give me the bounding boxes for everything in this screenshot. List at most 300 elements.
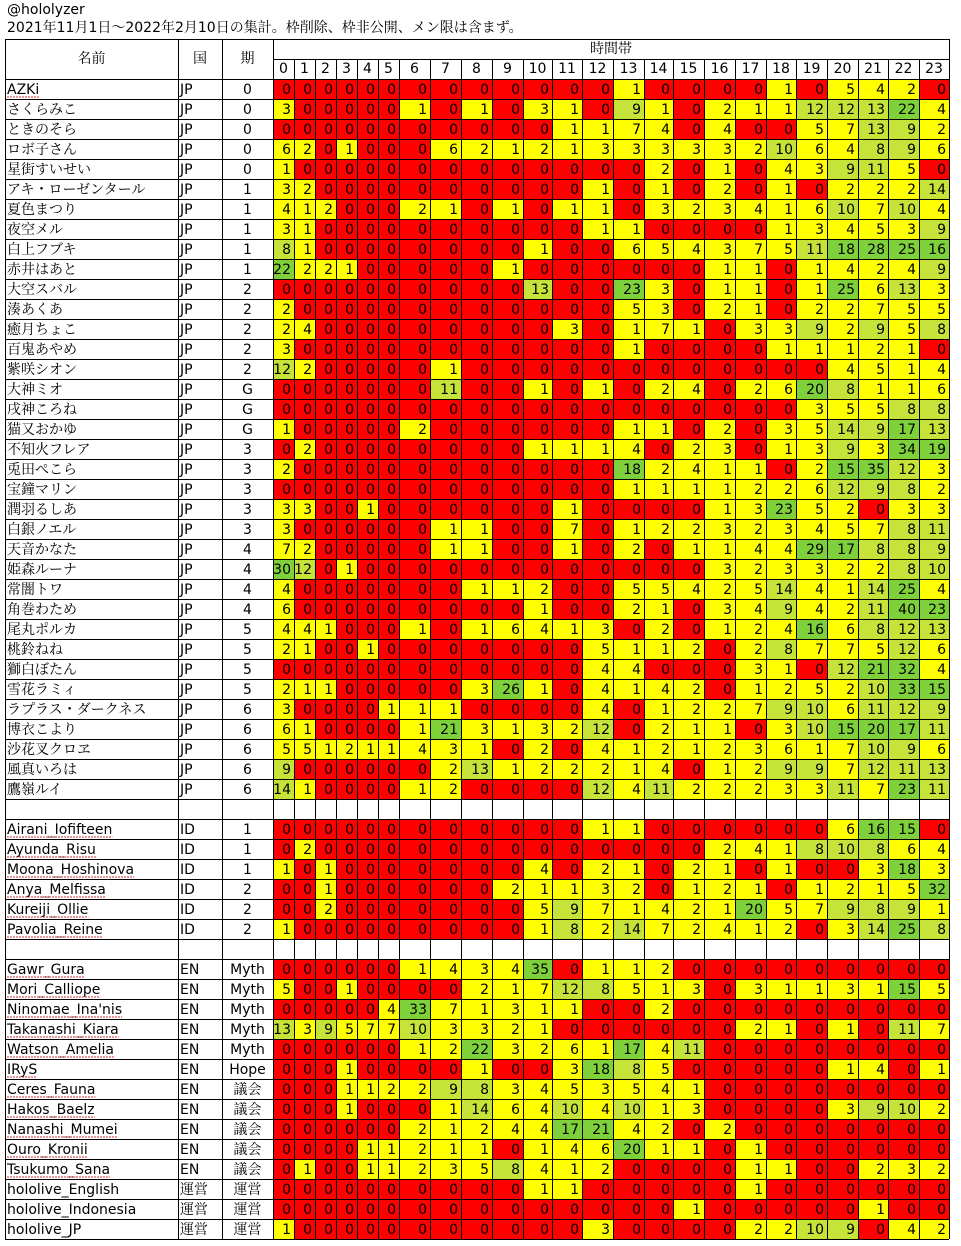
cell-value: 3	[661, 142, 670, 158]
cell-value: 0	[282, 122, 291, 138]
cell-value: 30	[273, 562, 291, 578]
cell-value: 0	[303, 982, 312, 998]
cell-value: 0	[449, 562, 458, 578]
member-country: JP	[180, 782, 193, 798]
member-generation: 運営	[233, 1202, 262, 1218]
cell-value: 21	[440, 722, 458, 738]
cell-value: 0	[907, 962, 916, 978]
table-row	[7, 1179, 949, 1199]
cell-value: 1	[449, 202, 458, 218]
cell-value: 0	[815, 1042, 824, 1058]
cell-value: 1	[815, 282, 824, 298]
cell-value: 2	[418, 422, 427, 438]
cell-value: 1	[366, 1082, 375, 1098]
cell-value: 6	[876, 282, 885, 298]
cell-value: 6	[846, 822, 855, 838]
cell-value: 2	[661, 722, 670, 738]
cell-value: 0	[345, 82, 354, 98]
table-row	[7, 839, 949, 859]
cell-value: 14	[623, 922, 641, 938]
cell-value: 2	[601, 922, 610, 938]
cell-value: 0	[754, 162, 763, 178]
cell-value: 0	[661, 342, 670, 358]
cell-value: 0	[480, 502, 489, 518]
table-row	[7, 319, 949, 339]
cell-value: 0	[366, 142, 375, 158]
cell-value: 0	[387, 642, 396, 658]
member-name: hololive_JP	[7, 1222, 82, 1238]
cell-value: 0	[303, 382, 312, 398]
cell-value: 1	[282, 862, 291, 878]
column-header-hours: 時間帯	[590, 41, 632, 57]
cell-value: 1	[449, 1142, 458, 1158]
cell-value: 0	[601, 162, 610, 178]
cell-value: 4	[784, 162, 793, 178]
cell-value: 0	[345, 342, 354, 358]
cell-value: 2	[723, 302, 732, 318]
cell-value: 1	[570, 1002, 579, 1018]
cell-value: 1	[907, 342, 916, 358]
cell-value: 0	[387, 982, 396, 998]
cell-value: 17	[898, 722, 916, 738]
cell-value: 0	[661, 662, 670, 678]
cell-value: 12	[592, 782, 610, 798]
cell-value: 4	[632, 1122, 641, 1138]
cell-value: 0	[570, 862, 579, 878]
cell-value: 4	[876, 82, 885, 98]
cell-value: 1	[723, 162, 732, 178]
cell-value: 1	[540, 242, 549, 258]
cell-value: 1	[570, 882, 579, 898]
cell-value: 0	[303, 102, 312, 118]
cell-value: 0	[937, 1142, 946, 1158]
cell-value: 0	[601, 1202, 610, 1218]
cell-value: 3	[601, 882, 610, 898]
cell-value: 0	[324, 462, 333, 478]
cell-value: 0	[511, 282, 520, 298]
cell-value: 12	[592, 722, 610, 738]
cell-value: 0	[366, 602, 375, 618]
hour-tick-label: 18	[772, 61, 790, 77]
cell-value: 4	[692, 382, 701, 398]
cell-value: 0	[324, 962, 333, 978]
cell-value: 0	[449, 642, 458, 658]
cell-value: 0	[692, 1182, 701, 1198]
cell-value: 1	[387, 1142, 396, 1158]
cell-value: 3	[815, 162, 824, 178]
member-name: 猫又おかゆ	[7, 422, 77, 438]
cell-value: 0	[480, 122, 489, 138]
cell-value: 1	[692, 482, 701, 498]
cell-value: 0	[345, 922, 354, 938]
cell-value: 2	[303, 542, 312, 558]
cell-value: 4	[754, 602, 763, 618]
cell-value: 0	[815, 962, 824, 978]
cell-value: 0	[754, 222, 763, 238]
cell-value: 0	[784, 462, 793, 478]
cell-value: 8	[876, 622, 885, 638]
cell-value: 0	[815, 1062, 824, 1078]
cell-value: 0	[387, 562, 396, 578]
cell-value: 6	[815, 482, 824, 498]
cell-value: 0	[480, 662, 489, 678]
cell-value: 2	[846, 502, 855, 518]
cell-value: 0	[303, 1102, 312, 1118]
member-country: JP	[180, 222, 193, 238]
cell-value: 0	[784, 1122, 793, 1138]
cell-value: 1	[601, 1042, 610, 1058]
cell-value: 0	[480, 362, 489, 378]
cell-value: 4	[815, 582, 824, 598]
cell-value: 2	[282, 642, 291, 658]
cell-value: 0	[282, 482, 291, 498]
cell-value: 0	[418, 922, 427, 938]
cell-value: 0	[324, 542, 333, 558]
cell-value: 0	[418, 1202, 427, 1218]
member-country: JP	[180, 522, 193, 538]
table-row	[7, 779, 949, 799]
cell-value: 0	[540, 522, 549, 538]
cell-value: 13	[273, 1022, 291, 1038]
cell-value: 0	[324, 362, 333, 378]
cell-value: 3	[784, 722, 793, 738]
cell-value: 0	[449, 1222, 458, 1238]
table-row	[7, 359, 949, 379]
cell-value: 4	[282, 582, 291, 598]
cell-value: 3	[937, 502, 946, 518]
member-name: 不知火フレア	[7, 442, 91, 458]
cell-value: 0	[324, 242, 333, 258]
cell-value: 10	[806, 722, 824, 738]
table-row	[7, 859, 949, 879]
cell-value: 0	[387, 862, 396, 878]
cell-value: 0	[480, 822, 489, 838]
cell-value: 5	[480, 1162, 489, 1178]
table-row	[7, 699, 949, 719]
cell-value: 5	[632, 582, 641, 598]
cell-value: 0	[692, 1002, 701, 1018]
cell-value: 1	[723, 282, 732, 298]
cell-value: 2	[480, 142, 489, 158]
cell-value: 0	[692, 402, 701, 418]
cell-value: 11	[928, 782, 946, 798]
cell-value: 0	[540, 422, 549, 438]
cell-value: 1	[303, 722, 312, 738]
member-name: 雪花ラミィ	[7, 682, 77, 698]
cell-value: 0	[418, 262, 427, 278]
cell-value: 2	[661, 742, 670, 758]
member-country: JP	[180, 562, 193, 578]
cell-value: 1	[723, 542, 732, 558]
member-country: JP	[180, 122, 193, 138]
cell-value: 0	[418, 342, 427, 358]
table-row	[7, 559, 949, 579]
cell-value: 0	[570, 342, 579, 358]
cell-value: 4	[754, 842, 763, 858]
cell-value: 0	[303, 482, 312, 498]
cell-value: 1	[632, 482, 641, 498]
cell-value: 0	[324, 982, 333, 998]
cell-value: 0	[661, 1222, 670, 1238]
cell-value: 1	[303, 782, 312, 798]
cell-value: 1	[480, 622, 489, 638]
cell-value: 1	[661, 982, 670, 998]
cell-value: 1	[723, 462, 732, 478]
table-row	[7, 899, 949, 919]
cell-value: 13	[471, 762, 489, 778]
cell-value: 0	[754, 1102, 763, 1118]
cell-value: 0	[784, 402, 793, 418]
cell-value: 0	[570, 82, 579, 98]
cell-value: 6	[937, 642, 946, 658]
cell-value: 3	[815, 782, 824, 798]
cell-value: 0	[601, 482, 610, 498]
cell-value: 0	[387, 782, 396, 798]
cell-value: 0	[366, 722, 375, 738]
cell-value: 2	[418, 1142, 427, 1158]
cell-value: 12	[294, 562, 312, 578]
cell-value: 0	[846, 1002, 855, 1018]
cell-value: 0	[366, 322, 375, 338]
cell-value: 0	[366, 982, 375, 998]
cell-value: 0	[345, 642, 354, 658]
member-generation: Myth	[230, 1002, 265, 1018]
cell-value: 0	[303, 922, 312, 938]
cell-value: 1	[570, 202, 579, 218]
cell-value: 1	[570, 1162, 579, 1178]
cell-value: 20	[623, 1142, 641, 1158]
cell-value: 1	[449, 1102, 458, 1118]
cell-value: 0	[815, 1202, 824, 1218]
cell-value: 0	[449, 622, 458, 638]
cell-value: 8	[907, 522, 916, 538]
member-name: 湊あくあ	[7, 302, 63, 318]
cell-value: 0	[324, 402, 333, 418]
cell-value: 3	[540, 102, 549, 118]
cell-value: 4	[937, 582, 946, 598]
cell-value: 1	[784, 342, 793, 358]
member-generation: 2	[243, 342, 252, 358]
cell-value: 0	[366, 1202, 375, 1218]
cell-value: 2	[754, 782, 763, 798]
table-row	[7, 219, 949, 239]
cell-value: 2	[784, 482, 793, 498]
cell-value: 0	[540, 462, 549, 478]
cell-value: 0	[876, 502, 885, 518]
cell-value: 3	[282, 342, 291, 358]
member-country: EN	[180, 1142, 200, 1158]
cell-value: 1	[784, 1162, 793, 1178]
cell-value: 0	[876, 1182, 885, 1198]
cell-value: 0	[754, 402, 763, 418]
table-row	[7, 1119, 949, 1139]
cell-value: 0	[324, 82, 333, 98]
cell-value: 0	[345, 1222, 354, 1238]
cell-value: 0	[366, 902, 375, 918]
cell-value: 0	[784, 282, 793, 298]
cell-value: 0	[937, 1042, 946, 1058]
cell-value: 0	[784, 302, 793, 318]
cell-value: 10	[898, 1102, 916, 1118]
cell-value: 0	[784, 1002, 793, 1018]
cell-value: 2	[661, 522, 670, 538]
cell-value: 0	[366, 162, 375, 178]
cell-value: 17	[561, 1122, 579, 1138]
member-country: JP	[180, 602, 193, 618]
cell-value: 11	[898, 762, 916, 778]
cell-value: 3	[754, 742, 763, 758]
cell-value: 1	[345, 142, 354, 158]
cell-value: 0	[345, 502, 354, 518]
cell-value: 0	[632, 382, 641, 398]
member-name: 潤羽るしあ	[7, 502, 77, 518]
cell-value: 4	[846, 262, 855, 278]
cell-value: 2	[282, 322, 291, 338]
cell-value: 0	[366, 82, 375, 98]
cell-value: 11	[928, 522, 946, 538]
member-country: EN	[180, 1042, 200, 1058]
cell-value: 0	[661, 562, 670, 578]
cell-value: 0	[345, 882, 354, 898]
cell-value: 1	[418, 622, 427, 638]
member-country: JP	[180, 322, 193, 338]
cell-value: 6	[815, 142, 824, 158]
cell-value: 1	[754, 1162, 763, 1178]
hour-tick-label: 8	[472, 61, 481, 77]
cell-value: 4	[661, 902, 670, 918]
member-country: 運営	[180, 1222, 208, 1238]
cell-value: 0	[692, 562, 701, 578]
cell-value: 2	[723, 1122, 732, 1138]
cell-value: 0	[366, 1122, 375, 1138]
cell-value: 2	[723, 782, 732, 798]
cell-value: 0	[345, 122, 354, 138]
cell-value: 0	[387, 142, 396, 158]
cell-value: 1	[692, 322, 701, 338]
cell-value: 8	[907, 482, 916, 498]
cell-value: 0	[846, 1182, 855, 1198]
cell-value: 0	[303, 1042, 312, 1058]
cell-value: 10	[867, 742, 885, 758]
cell-value: 1	[723, 262, 732, 278]
cell-value: 0	[846, 1162, 855, 1178]
cell-value: 0	[815, 1082, 824, 1098]
column-header-name: 名前	[77, 51, 106, 67]
cell-value: 0	[937, 1082, 946, 1098]
cell-value: 8	[876, 902, 885, 918]
cell-value: 0	[324, 1102, 333, 1118]
table-row	[7, 199, 949, 219]
cell-value: 1	[661, 1102, 670, 1118]
cell-value: 4	[632, 782, 641, 798]
cell-value: 1	[632, 342, 641, 358]
cell-value: 0	[324, 442, 333, 458]
cell-value: 2	[846, 302, 855, 318]
cell-value: 0	[449, 182, 458, 198]
cell-value: 1	[846, 1022, 855, 1038]
cell-value: 0	[876, 1222, 885, 1238]
cell-value: 0	[540, 342, 549, 358]
table-row	[6, 1159, 949, 1179]
cell-value: 6	[601, 1142, 610, 1158]
member-generation: 2	[243, 362, 252, 378]
cell-value: 0	[692, 1162, 701, 1178]
cell-value: 0	[570, 642, 579, 658]
member-name: Kureiji_Ollie	[7, 902, 89, 918]
cell-value: 1	[570, 622, 579, 638]
member-country: JP	[180, 542, 193, 558]
cell-value: 1	[601, 822, 610, 838]
cell-value: 23	[775, 502, 793, 518]
cell-value: 0	[907, 1002, 916, 1018]
cell-value: 3	[937, 282, 946, 298]
cell-value: 1	[876, 382, 885, 398]
cell-value: 0	[723, 982, 732, 998]
cell-value: 1	[784, 202, 793, 218]
cell-value: 0	[418, 642, 427, 658]
cell-value: 0	[324, 1082, 333, 1098]
cell-value: 2	[692, 202, 701, 218]
cell-value: 1	[632, 522, 641, 538]
cell-value: 1	[692, 882, 701, 898]
cell-value: 0	[324, 662, 333, 678]
cell-value: 0	[418, 582, 427, 598]
cell-value: 0	[345, 302, 354, 318]
cell-value: 0	[601, 402, 610, 418]
cell-value: 0	[907, 1182, 916, 1198]
member-generation: 議会	[233, 1102, 262, 1118]
member-name: Gawr_Gura	[7, 962, 85, 978]
cell-value: 3	[815, 402, 824, 418]
cell-value: 4	[754, 542, 763, 558]
cell-value: 0	[282, 1002, 291, 1018]
cell-value: 0	[723, 1222, 732, 1238]
cell-value: 2	[846, 602, 855, 618]
cell-value: 4	[723, 122, 732, 138]
cell-value: 9	[937, 262, 946, 278]
cell-value: 0	[345, 1042, 354, 1058]
cell-value: 0	[449, 902, 458, 918]
cell-value: 0	[345, 1002, 354, 1018]
cell-value: 5	[815, 422, 824, 438]
cell-value: 5	[661, 582, 670, 598]
cell-value: 7	[387, 1022, 396, 1038]
cell-value: 3	[511, 1042, 520, 1058]
cell-value: 1	[754, 282, 763, 298]
cell-value: 0	[784, 1062, 793, 1078]
cell-value: 0	[570, 582, 579, 598]
cell-value: 0	[324, 602, 333, 618]
cell-value: 0	[601, 102, 610, 118]
cell-value: 0	[661, 262, 670, 278]
cell-value: 5	[907, 162, 916, 178]
cell-value: 3	[601, 142, 610, 158]
cell-value: 1	[345, 1102, 354, 1118]
cell-value: 1	[876, 882, 885, 898]
cell-value: 4	[937, 362, 946, 378]
cell-value: 0	[345, 782, 354, 798]
cell-value: 0	[345, 322, 354, 338]
cell-value: 1	[540, 882, 549, 898]
cell-value: 2	[937, 1162, 946, 1178]
cell-value: 0	[303, 662, 312, 678]
cell-value: 0	[692, 102, 701, 118]
cell-value: 2	[723, 882, 732, 898]
cell-value: 15	[898, 822, 916, 838]
cell-value: 18	[623, 462, 641, 478]
cell-value: 2	[784, 682, 793, 698]
cell-value: 0	[511, 482, 520, 498]
